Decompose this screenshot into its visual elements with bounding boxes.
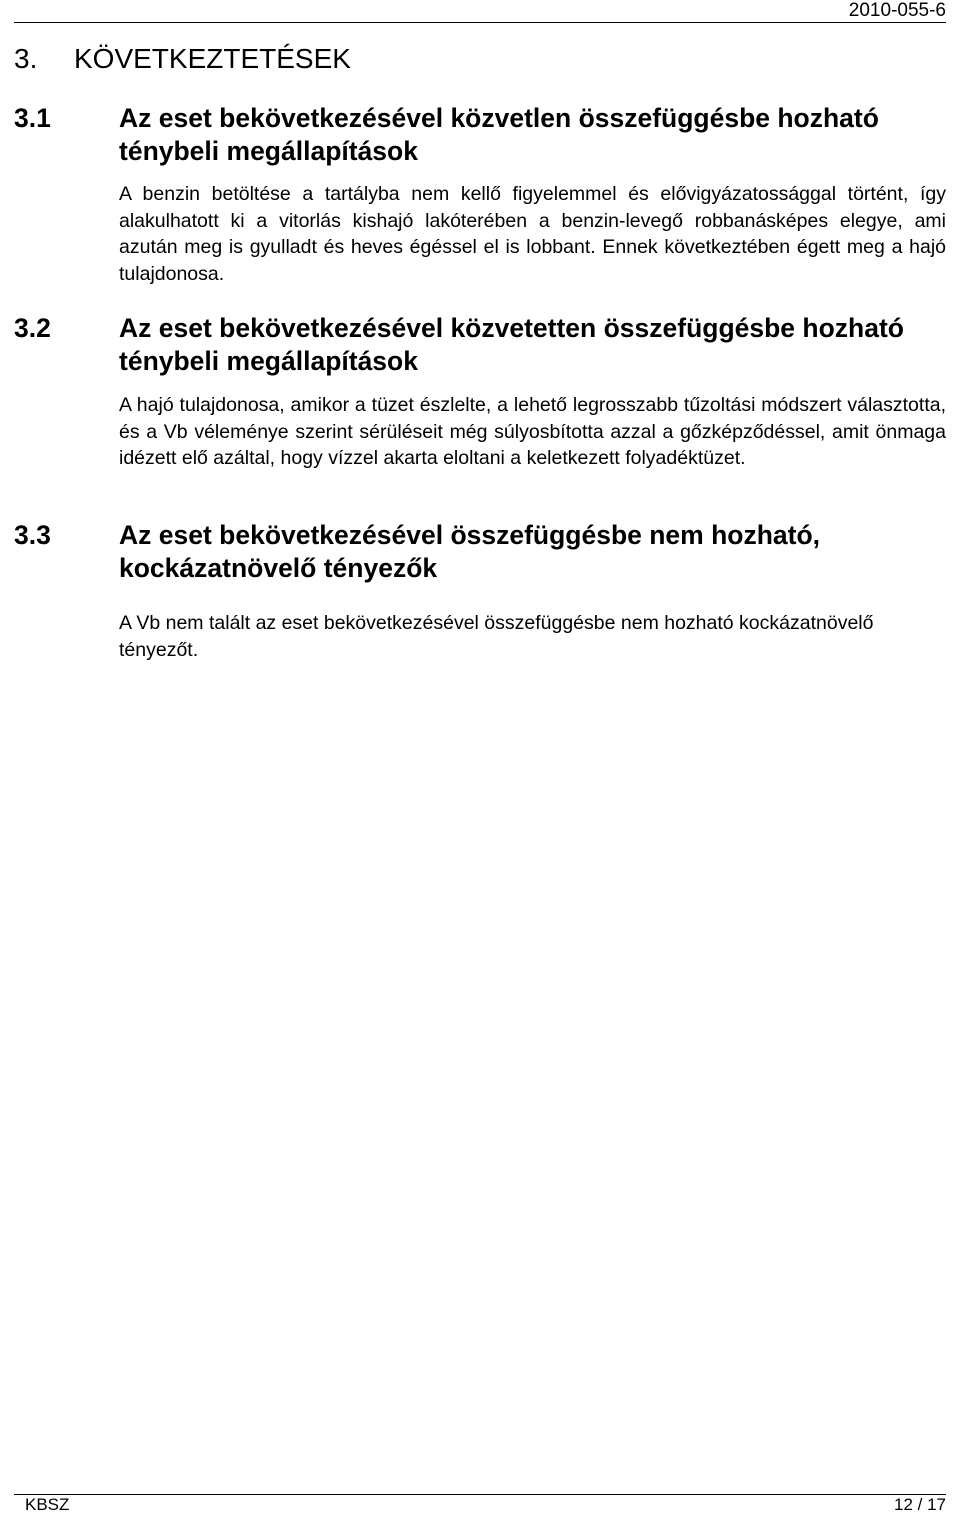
section-body: A benzin betöltése a tartályba nem kellő figyelemmel és elővigyázatossággal történt, így alakulhatott ki a vitorlás kishajó lakóterében a benzin-levegő robbanásképes elegye, ami azután meg is gyulladt és heves égéssel el is lobbant. Ennek következtében égett meg a hajó tulajdonosa. [119, 183, 946, 285]
section-3-3 [14, 519, 946, 663]
chapter-title [14, 42, 351, 76]
section-heading [14, 312, 946, 378]
page-number: 12 / 17 [894, 1495, 946, 1514]
section-3-1 [14, 102, 946, 287]
section-title: Az eset bekövetkezésével közvetetten összefüggésbe hozható ténybeli megállapítások [119, 313, 904, 376]
header-divider [14, 22, 946, 23]
chapter-title-text: KÖVETKEZTETÉSEK [74, 43, 351, 74]
section-body: A Vb nem talált az eset bekövetkezésével összefüggésbe nem hozható kockázatnövelő tényezőt. [119, 612, 874, 661]
chapter-number: 3. [14, 43, 38, 74]
document-id: 2010-055-6 [848, 0, 946, 21]
footer-divider [14, 1494, 946, 1495]
section-heading [14, 102, 946, 168]
section-title: Az eset bekövetkezésével összefüggésbe nem hozható, kockázatnövelő tényezők [119, 520, 821, 583]
section-number: 3.1 [14, 103, 51, 133]
section-number: 3.3 [14, 520, 51, 550]
footer-organization: KBSZ [25, 1495, 70, 1514]
section-3-2 [14, 312, 946, 472]
section-heading [14, 519, 946, 585]
section-body: A hajó tulajdonosa, amikor a tüzet észlelte, a lehető legrosszabb tűzoltási módszert választotta, és a Vb véleménye szerint sérüléseit még súlyosbította azzal a gőzképződéssel, amit önmaga idézett elő azáltal, hogy vízzel akarta eloltani a keletkezett folyadéktüzet. [119, 394, 946, 469]
section-number: 3.2 [14, 313, 51, 343]
section-title: Az eset bekövetkezésével közvetlen összefüggésbe hozható ténybeli megállapítások [119, 103, 879, 166]
